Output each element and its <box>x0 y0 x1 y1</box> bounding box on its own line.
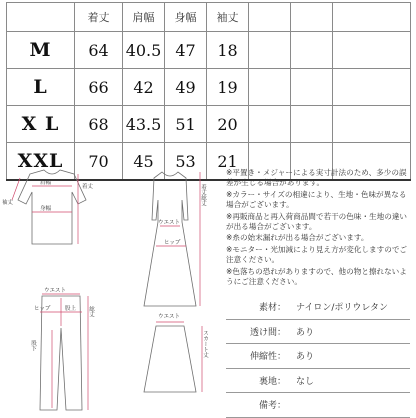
dress-length-label: 着丈総丈 <box>200 184 206 206</box>
size-label: X L <box>7 106 75 143</box>
note-item: ※カラー・サイズの相違により、生地・色味が異なる場合がございます。 <box>226 189 407 210</box>
empty-cell <box>333 32 411 69</box>
size-table <box>6 2 411 181</box>
skirt-length-label: スカート丈 <box>202 330 208 358</box>
chest-value: 51 <box>165 106 207 143</box>
empty-cell <box>291 69 333 106</box>
length-label: 着丈 <box>82 184 94 190</box>
empty-cell <box>333 69 411 106</box>
shoulder-label: 肩幅 <box>40 180 52 186</box>
spec-row-sheerness <box>226 320 410 345</box>
rise-label: 股上 <box>65 306 77 312</box>
spec-label: 裏地： <box>258 376 286 387</box>
header-empty <box>291 3 333 32</box>
shoulder-value: 43.5 <box>123 106 165 143</box>
skirt-outline <box>144 326 196 392</box>
table-row <box>7 106 411 143</box>
spec-list <box>226 295 410 418</box>
shoulder-value: 40.5 <box>123 32 165 69</box>
spec-label: 備考： <box>258 401 286 412</box>
size-label: XXL <box>7 143 75 181</box>
spec-row-lining <box>226 369 410 394</box>
header-empty <box>333 3 411 32</box>
sleeve-measure-line <box>12 178 20 200</box>
header-sleeve: 袖丈 <box>207 3 249 32</box>
chest-value: 47 <box>165 32 207 69</box>
empty-cell <box>333 106 411 143</box>
spec-label: 素材： <box>258 303 286 314</box>
note-item: ※糸の始末漏れが出る場合がございます。 <box>226 233 369 243</box>
sleeve-value: 19 <box>207 69 249 106</box>
sleeve-label: 袖丈 <box>2 200 14 206</box>
pants-length-label: 総丈 <box>88 306 94 317</box>
spec-value: あり <box>296 327 315 338</box>
empty-cell <box>291 106 333 143</box>
spec-label: 透け間： <box>249 327 286 338</box>
size-label: M <box>7 32 75 69</box>
measurement-diagrams <box>0 160 222 416</box>
tshirt-outline <box>18 170 86 244</box>
spec-row-remarks <box>226 393 410 418</box>
pants-diagram <box>30 287 95 410</box>
waist-label: ウエスト <box>158 220 181 226</box>
dress-outline <box>144 172 196 306</box>
notes-section <box>226 168 412 288</box>
header-length: 着丈 <box>75 3 123 32</box>
pants-waist-label: ウエスト <box>44 288 67 294</box>
tshirt-diagram <box>2 170 94 244</box>
length-value: 66 <box>75 69 123 106</box>
note-item: ※モニター・光加減により見え方が変化しますのでご注意ください。 <box>226 244 408 265</box>
pants-hip-label: ヒップ <box>34 306 51 312</box>
sleeve-value: 20 <box>207 106 249 143</box>
shoulder-value: 45 <box>123 143 165 181</box>
inseam-label: 股下 <box>30 340 36 351</box>
skirt-diagram <box>144 313 209 392</box>
note-item: ※平置き・メジャーによる実寸計法のため、多少の誤差が生じる場合があります。 <box>226 168 407 188</box>
note-item: ※色落ちの恐れがありますので、他の物と擦れないようにご注意ください。 <box>226 266 407 287</box>
shoulder-value: 42 <box>123 69 165 106</box>
table-row <box>7 32 411 69</box>
sleeve-value: 18 <box>207 32 249 69</box>
empty-cell <box>249 69 291 106</box>
chest-value: 49 <box>165 69 207 106</box>
length-value: 68 <box>75 106 123 143</box>
sleeve-value: 21 <box>207 143 249 181</box>
chest-label: 身幅 <box>40 206 52 212</box>
header-cell-blank <box>7 3 75 32</box>
skirt-waist-label: ウエスト <box>158 314 181 320</box>
spec-row-stretch <box>226 344 410 369</box>
length-value: 70 <box>75 143 123 181</box>
spec-value: なし <box>296 376 315 387</box>
length-value: 64 <box>75 32 123 69</box>
header-empty <box>249 3 291 32</box>
chest-value: 53 <box>165 143 207 181</box>
hip-label: ヒップ <box>164 240 181 246</box>
spec-value: ナイロン/ポリウレタン <box>296 303 389 314</box>
header-chest: 身幅 <box>165 3 207 32</box>
note-item: ※再販商品と再入荷商品間で若干の色味・生地の違いが出る場合がございます。 <box>226 211 408 232</box>
table-row <box>7 69 411 106</box>
empty-cell <box>249 32 291 69</box>
spec-label: 伸縮性： <box>249 352 286 363</box>
spec-row-material <box>226 295 410 320</box>
empty-cell <box>291 32 333 69</box>
header-shoulder: 肩幅 <box>123 3 165 32</box>
dress-diagram <box>144 172 207 306</box>
spec-value: あり <box>296 352 315 363</box>
table-header-row <box>7 3 411 32</box>
size-label: L <box>7 69 75 106</box>
empty-cell <box>249 106 291 143</box>
